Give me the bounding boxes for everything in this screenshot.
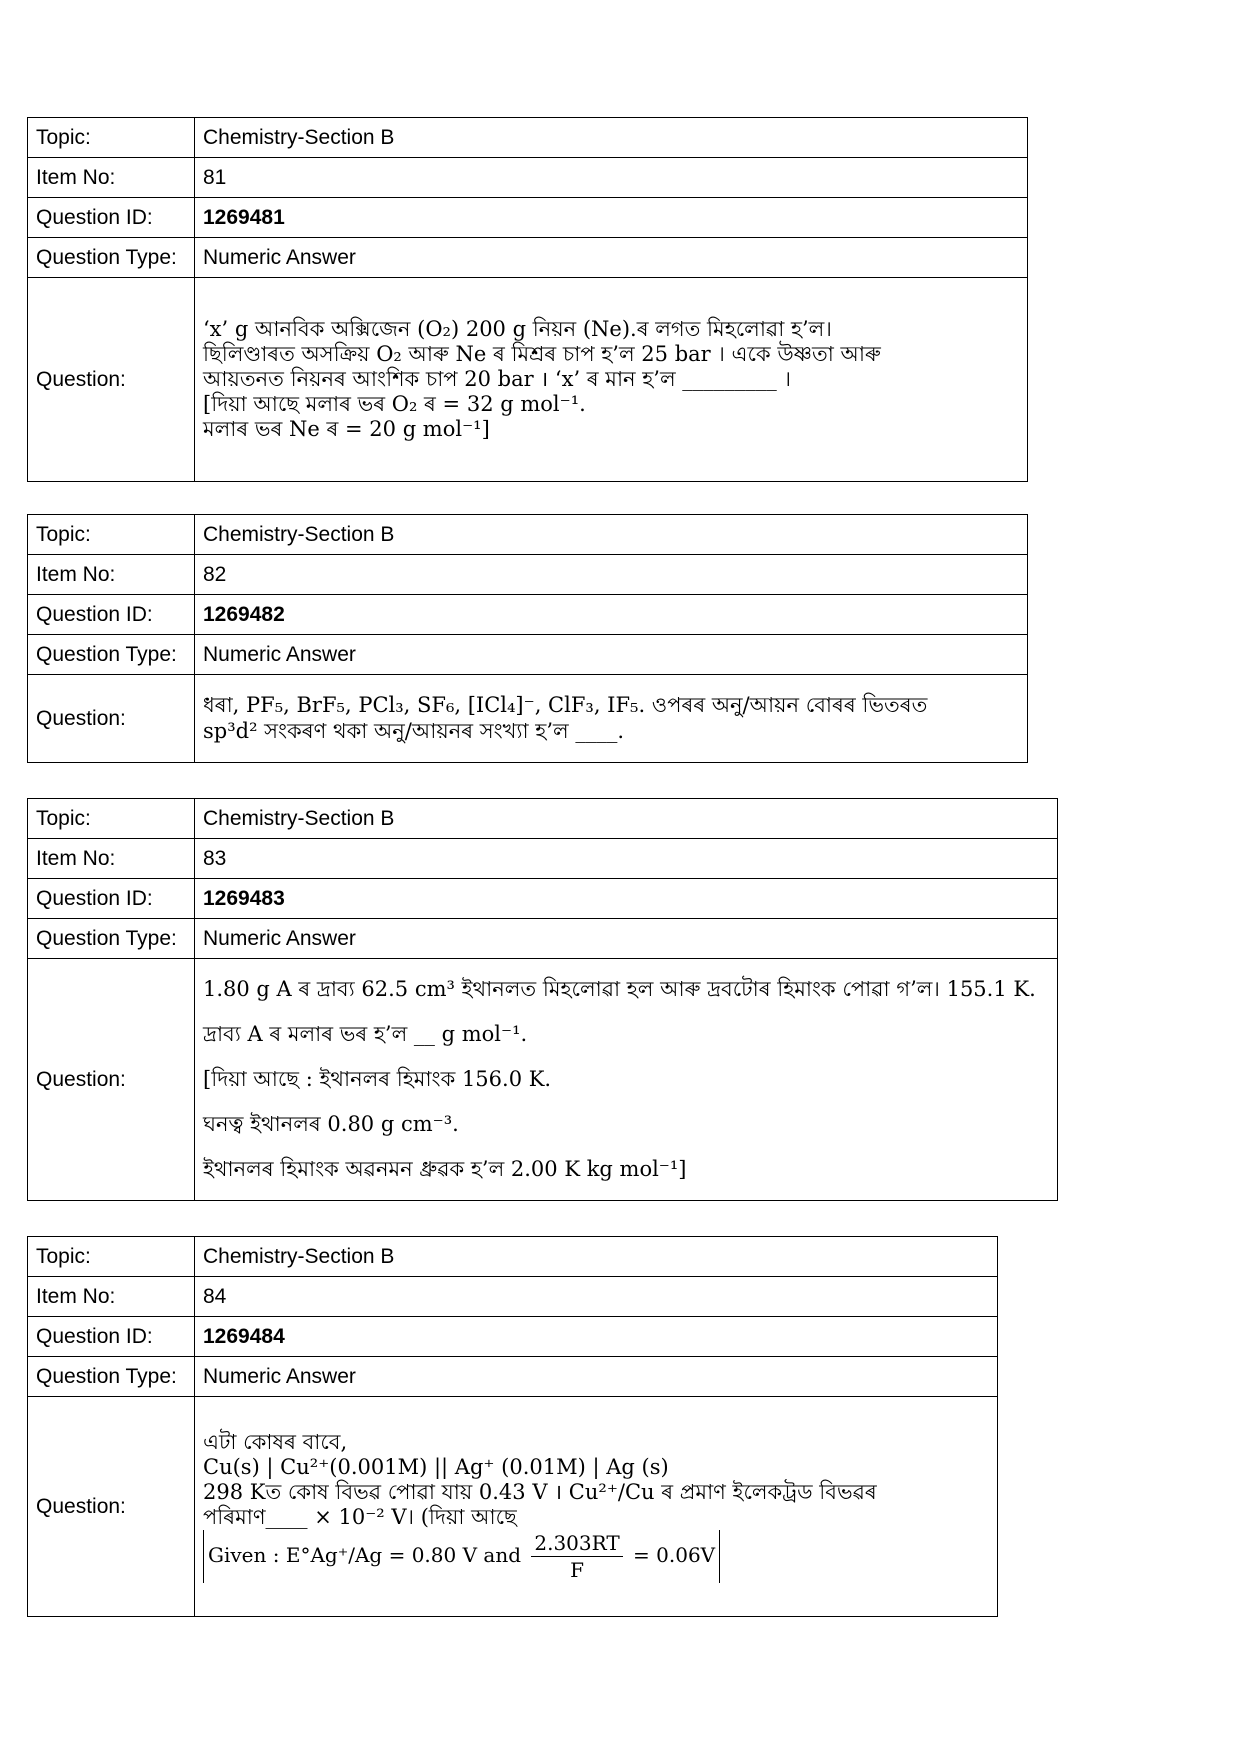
item-no-value: 81 — [195, 158, 1028, 198]
question-type-label: Question Type: — [28, 919, 195, 959]
item-no-value: 83 — [195, 839, 1058, 879]
question-line: আয়তনত নিয়নৰ আংশিক চাপ 20 bar । ‘x’ ৰ মান হ’ল _________ । — [203, 366, 791, 391]
item-no-label: Item No: — [28, 555, 195, 595]
given-formula — [203, 1530, 989, 1583]
question-type-label: Question Type: — [28, 238, 195, 278]
question-line: [দিয়া আছে মলাৰ ভৰ O₂ ৰ = 32 g mol⁻¹. — [203, 392, 586, 417]
fraction-numerator: 2.303RT — [531, 1530, 622, 1557]
item-no-label: Item No: — [28, 839, 195, 879]
question-line: ঘনত্ব ইথানলৰ 0.80 g cm⁻³. — [203, 1112, 459, 1136]
question-text — [195, 278, 1028, 482]
question-type-value: Numeric Answer — [195, 919, 1058, 959]
item-no-label: Item No: — [28, 158, 195, 198]
question-line: [দিয়া আছে : ইথানলৰ হিমাংক 156.0 K. — [203, 1067, 552, 1091]
question-line: ইথানলৰ হিমাংক অৱনমন ধ্ৰুৱক হ’ল 2.00 K kg mol⁻¹] — [203, 1157, 687, 1181]
question-id-label: Question ID: — [28, 595, 195, 635]
question-label: Question: — [28, 278, 195, 482]
fraction-denominator: F — [570, 1558, 584, 1583]
question-table-84 — [27, 1236, 998, 1617]
question-line: মলাৰ ভৰ Ne ৰ = 20 g mol⁻¹] — [203, 417, 490, 442]
topic-label: Topic: — [28, 118, 195, 158]
question-table-82 — [27, 514, 1028, 763]
question-label: Question: — [28, 959, 195, 1201]
question-label: Question: — [28, 1397, 195, 1617]
question-text — [195, 675, 1028, 763]
question-id-label: Question ID: — [28, 1317, 195, 1357]
given-suffix: = 0.06V — [633, 1543, 716, 1568]
question-id-value: 1269483 — [195, 879, 1058, 919]
question-type-label: Question Type: — [28, 635, 195, 675]
given-prefix: Given : E°Ag⁺/Ag = 0.80 V and — [208, 1543, 521, 1568]
item-no-label: Item No: — [28, 1277, 195, 1317]
question-line: পৰিমাণ____ × 10⁻² V। (দিয়া আছে — [203, 1505, 517, 1530]
question-text — [195, 1397, 998, 1617]
question-id-value: 1269482 — [195, 595, 1028, 635]
question-line: sp³d² সংকৰণ থকা অনু/আয়নৰ সংখ্যা হ’ল ____. — [203, 718, 624, 743]
question-type-value: Numeric Answer — [195, 1357, 998, 1397]
topic-label: Topic: — [28, 799, 195, 839]
question-line: এটা কোষৰ বাবে, — [203, 1429, 348, 1454]
topic-value: Chemistry-Section B — [195, 1237, 998, 1277]
given-bracket — [203, 1530, 720, 1583]
question-line: Cu(s) | Cu²⁺(0.001M) || Ag⁺ (0.01M) | Ag (s) — [203, 1454, 669, 1479]
question-text — [195, 959, 1058, 1201]
question-line: দ্ৰাব্য A ৰ মলাৰ ভৰ হ’ল __ g mol⁻¹. — [203, 1022, 528, 1046]
question-line: ‘x’ g আনবিক অক্সিজেন (O₂) 200 g নিয়ন (Ne).ৰ লগত মিহলোৱা হ’ল। — [203, 316, 832, 341]
question-line: 1.80 g A ৰ দ্ৰাব্য 62.5 cm³ ইথানলত মিহলোৱা হল আৰু দ্ৰবটোৰ হিমাংক পোৱা গ’ল। 155.1 K. — [203, 977, 1036, 1001]
question-line: ছিলিণ্ডাৰত অসক্ৰিয় O₂ আৰু Ne ৰ মিশ্ৰৰ চাপ হ’ল 25 bar । একে উষ্ণতা আৰু — [203, 341, 881, 366]
question-id-label: Question ID: — [28, 879, 195, 919]
item-no-value: 82 — [195, 555, 1028, 595]
given-fraction — [531, 1530, 622, 1583]
question-id-value: 1269484 — [195, 1317, 998, 1357]
item-no-value: 84 — [195, 1277, 998, 1317]
topic-value: Chemistry-Section B — [195, 799, 1058, 839]
question-line: ধৰা, PF₅, BrF₅, PCl₃, SF₆, [ICl₄]⁻, ClF₃, IF₅. ওপৰৰ অনু/আয়ন বোৰৰ ভিতৰত — [203, 693, 928, 718]
topic-label: Topic: — [28, 515, 195, 555]
question-type-value: Numeric Answer — [195, 238, 1028, 278]
question-id-label: Question ID: — [28, 198, 195, 238]
question-table-81 — [27, 117, 1028, 482]
question-type-label: Question Type: — [28, 1357, 195, 1397]
question-type-value: Numeric Answer — [195, 635, 1028, 675]
question-line: 298 Kত কোষ বিভৱ পোৱা যায় 0.43 V । Cu²⁺/Cu ৰ প্ৰমাণ ইলেকট্ৰড বিভৱৰ — [203, 1480, 877, 1504]
topic-value: Chemistry-Section B — [195, 515, 1028, 555]
question-label: Question: — [28, 675, 195, 763]
question-table-83 — [27, 798, 1058, 1201]
question-id-value: 1269481 — [195, 198, 1028, 238]
topic-label: Topic: — [28, 1237, 195, 1277]
topic-value: Chemistry-Section B — [195, 118, 1028, 158]
